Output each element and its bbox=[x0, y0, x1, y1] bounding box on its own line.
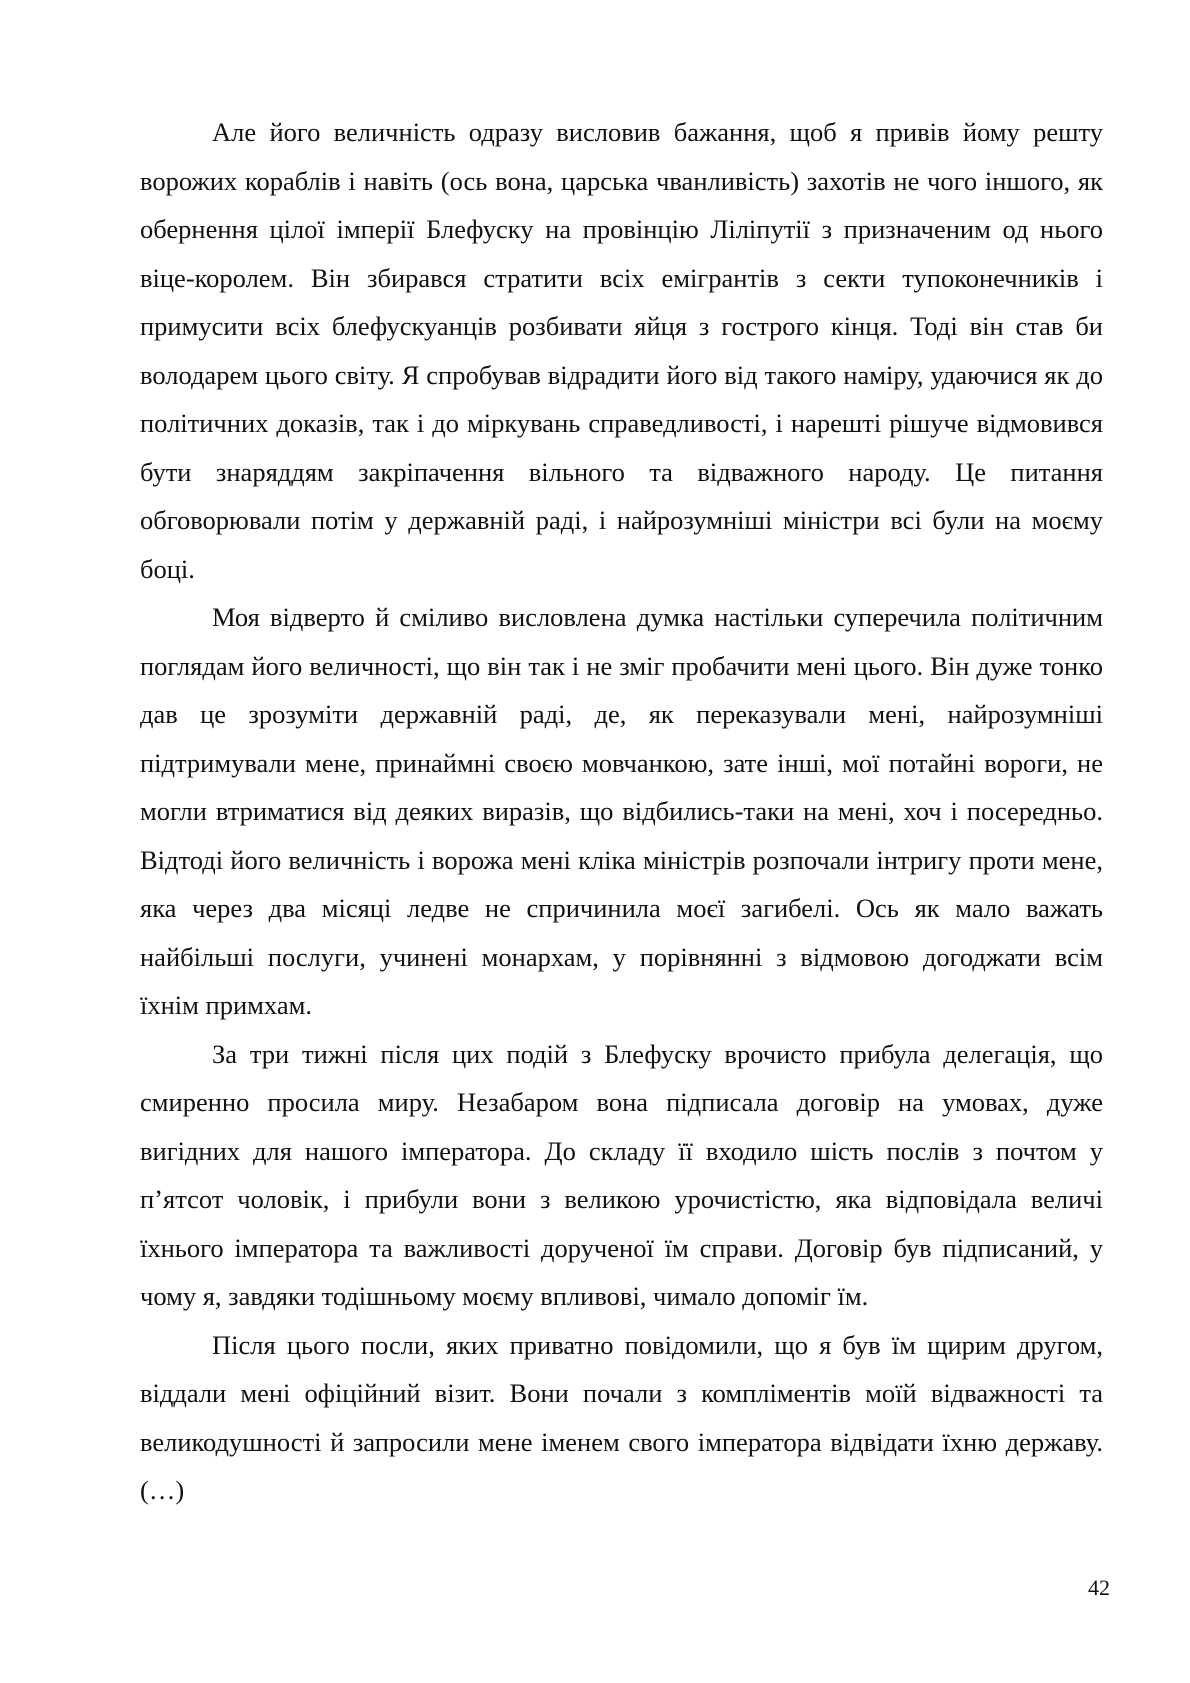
body-text bbox=[140, 108, 1103, 1515]
paragraph-2: Моя відверто й сміливо висловлена думка настільки суперечила політичним поглядам його величності, що він так і не зміг пробачити мені цього. Він дуже тонко дав це зрозуміти державній раді, де, як переказували мені, найрозумніші підтримували мене, принаймні своєю мовчанкою, зате інші, мої потайні вороги, не могли втриматися від деяких виразів, що відбились-таки на мені, хоч і посередньо. Відтоді його величність і ворожа мені кліка міністрів розпочали інтригу проти мене, яка через два місяці ледве не спричинила моєї загибелі. Ось як мало важать найбільші послуги, учинені монархам, у порівнянні з відмовою догоджати всім їхнім примхам. bbox=[140, 602, 1103, 1020]
paragraph-4: Після цього посли, яких приватно повідомили, що я був їм щирим другом, віддали мені офіційний візит. Вони почали з компліментів моїй відважності та великодушності й запросили мене іменем свого імператора відвідати їхню державу. (…) bbox=[140, 1329, 1103, 1505]
paragraph-1: Але його величність одразу висловив бажання, щоб я привів йому решту ворожих кораблів і навіть (ось вона, царська чванливість) захотів не чого іншого, як обернення цілої імперії Блефуску на провінцію Ліліпутії з призначеним од нього віце-королем. Він збирався стратити всіх емігрантів з секти тупоконечників і примусити всіх блефускуанців розбивати яйця з гострого кінця. Тоді він став би володарем цього світу. Я спробував відрадити його від такого наміру, удаючися як до політичних доказів, так і до міркувань справедливості, і нарешті рішуче відмовився бути знаряддям закріпачення вільного та відважного народу. Це питання обговорювали потім у державній раді, і найрозумніші міністри всі були на моєму боці. bbox=[140, 117, 1103, 584]
paragraph-3: За три тижні після цих подій з Блефуску врочисто прибула делегація, що смиренно просила миру. Незабаром вона підписала договір на умовах, дуже вигідних для нашого імператора. До складу її входило шість послів з почтом у п’ятсот чоловік, і прибули вони з великою урочистістю, яка відповідала величі їхнього імператора та важливості дорученої їм справи. Договір був підписаний, у чому я, завдяки тодішньому моєму впливові, чимало допоміг їм. bbox=[140, 1038, 1103, 1311]
page-number: 42 bbox=[1088, 1575, 1110, 1600]
